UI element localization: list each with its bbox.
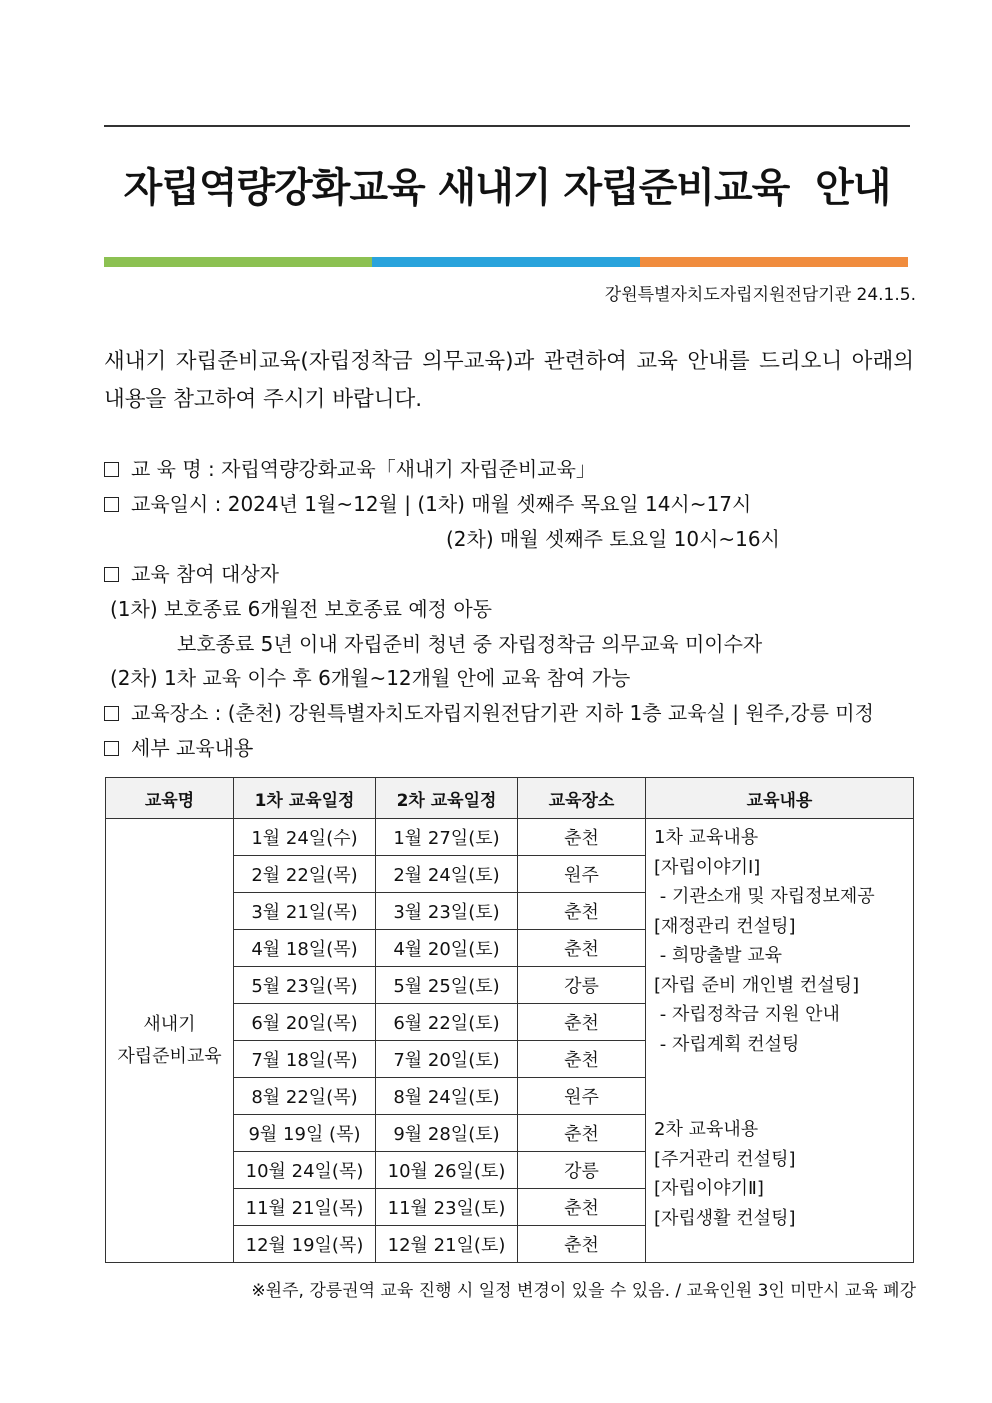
cell-first: 8월 22일(목) <box>234 1078 376 1115</box>
cell-first: 9월 19일 (목) <box>234 1115 376 1152</box>
schedule-line <box>104 490 751 518</box>
cell-place: 춘천 <box>518 930 646 967</box>
cell-place: 원주 <box>518 856 646 893</box>
table-row <box>106 819 914 856</box>
target-heading-text: 교육 참여 대상자 <box>131 562 279 586</box>
cell-second: 5월 25일(토) <box>376 967 518 1004</box>
content-first-line: - 희망출발 교육 <box>654 945 782 966</box>
color-bar-orange <box>640 257 908 267</box>
target-second: (2차) 1차 교육 이수 후 6개월~12개월 안에 교육 참여 가능 <box>110 666 631 690</box>
header-content: 교육내용 <box>646 778 914 819</box>
checkbox-square-icon <box>104 462 119 477</box>
location-line <box>104 699 874 727</box>
cell-place: 춘천 <box>518 893 646 930</box>
content-first-line: [재정관리 컨설팅] <box>654 915 796 937</box>
cell-place: 춘천 <box>518 1115 646 1152</box>
cell-first: 3월 21일(목) <box>234 893 376 930</box>
cell-first: 4월 18일(목) <box>234 930 376 967</box>
cell-place: 춘천 <box>518 1226 646 1263</box>
details-heading-line <box>104 734 253 762</box>
content-first-line: - 자립정착금 지원 안내 <box>654 1004 840 1025</box>
checkbox-square-icon <box>104 567 119 582</box>
cell-first: 10월 24일(목) <box>234 1152 376 1189</box>
color-bar-green <box>104 257 372 267</box>
cell-second: 7월 20일(토) <box>376 1041 518 1078</box>
content-first-line: [자립이야기Ⅰ] <box>654 856 761 878</box>
cell-place: 강릉 <box>518 1152 646 1189</box>
organization-date: 강원특별자치도자립지원전담기관 24.1.5. <box>604 285 916 305</box>
schedule-table <box>105 777 914 1263</box>
cell-second: 1월 27일(토) <box>376 819 518 856</box>
cell-first: 11월 21일(목) <box>234 1189 376 1226</box>
content-cell <box>646 819 914 1263</box>
cell-first: 1월 24일(수) <box>234 819 376 856</box>
color-bar <box>104 257 908 267</box>
header-place: 교육장소 <box>518 778 646 819</box>
top-rule <box>104 125 910 127</box>
cell-second: 3월 23일(토) <box>376 893 518 930</box>
color-bar-blue <box>372 257 640 267</box>
cell-place: 강릉 <box>518 967 646 1004</box>
header-second-schedule: 2차 교육일정 <box>376 778 518 819</box>
content-second-line: 2차 교육내용 <box>654 1119 759 1140</box>
cell-first: 2월 22일(목) <box>234 856 376 893</box>
cell-second: 10월 26일(토) <box>376 1152 518 1189</box>
course-name-line-1: 새내기 <box>143 1013 196 1035</box>
content-gap <box>654 1059 913 1115</box>
cell-place: 춘천 <box>518 1189 646 1226</box>
schedule-text-1: 교육일시 : 2024년 1월~12월 | (1차) 매월 셋째주 목요일 14시~17시 <box>131 492 752 516</box>
header-course: 교육명 <box>106 778 234 819</box>
content-second-line: [자립생활 컨설팅] <box>654 1207 796 1229</box>
checkbox-square-icon <box>104 497 119 512</box>
content-first-line: - 자립계획 컨설팅 <box>654 1033 800 1055</box>
page-title: 자립역량강화교육 새내기 자립준비교육 안내 <box>123 165 891 211</box>
cell-place: 춘천 <box>518 1041 646 1078</box>
details-heading-text: 세부 교육내용 <box>131 736 254 760</box>
cell-place: 춘천 <box>518 819 646 856</box>
cell-first: 5월 23일(목) <box>234 967 376 1004</box>
target-heading-line <box>104 560 279 588</box>
table-header-row <box>106 778 914 819</box>
content-second-line: [주거관리 컨설팅] <box>654 1148 796 1170</box>
content-second-line: [자립이야기Ⅱ] <box>654 1178 764 1199</box>
course-name-cell <box>106 819 234 1263</box>
checkbox-square-icon <box>104 741 119 756</box>
content-first-line: 1차 교육내용 <box>654 827 759 848</box>
cell-second: 6월 22일(토) <box>376 1004 518 1041</box>
cell-second: 12월 21일(토) <box>376 1226 518 1263</box>
cell-place: 원주 <box>518 1078 646 1115</box>
checkbox-square-icon <box>104 706 119 721</box>
location-text: 교육장소 : (춘천) 강원특별자치도자립지원전담기관 지하 1층 교육실 | 원주,강릉 미정 <box>131 701 874 725</box>
cell-second: 9월 28일(토) <box>376 1115 518 1152</box>
course-name-line-2: 자립준비교육 <box>117 1045 222 1067</box>
course-name-line <box>104 455 596 483</box>
cell-first: 6월 20일(목) <box>234 1004 376 1041</box>
target-first-b: 보호종료 5년 이내 자립준비 청년 중 자립정착금 의무교육 미이수자 <box>177 632 763 656</box>
course-name-text: 교 육 명 : 자립역량강화교육「새내기 자립준비교육」 <box>131 457 596 481</box>
content-first-line: [자립 준비 개인별 컨설팅] <box>654 974 860 996</box>
cell-second: 8월 24일(토) <box>376 1078 518 1115</box>
cell-second: 11월 23일(토) <box>376 1189 518 1226</box>
intro-paragraph: 새내기 자립준비교육(자립정착금 의무교육)과 관련하여 교육 안내를 드리오니 아래의 내용을 참고하여 주시기 바랍니다. <box>104 349 914 412</box>
cell-first: 12월 19일(목) <box>234 1226 376 1263</box>
cell-first: 7월 18일(목) <box>234 1041 376 1078</box>
target-first: (1차) 보호종료 6개월전 보호종료 예정 아동 <box>110 597 492 621</box>
cell-second: 4월 20일(토) <box>376 930 518 967</box>
cell-place: 춘천 <box>518 1004 646 1041</box>
footnote: ※원주, 강릉권역 교육 진행 시 일정 변경이 있을 수 있음. / 교육인원 3인 미만시 교육 폐강 <box>251 1281 916 1301</box>
header-first-schedule: 1차 교육일정 <box>234 778 376 819</box>
content-first-line: - 기관소개 및 자립정보제공 <box>654 886 875 907</box>
schedule-line-2: (2차) 매월 셋째주 토요일 10시~16시 <box>446 527 780 551</box>
cell-second: 2월 24일(토) <box>376 856 518 893</box>
